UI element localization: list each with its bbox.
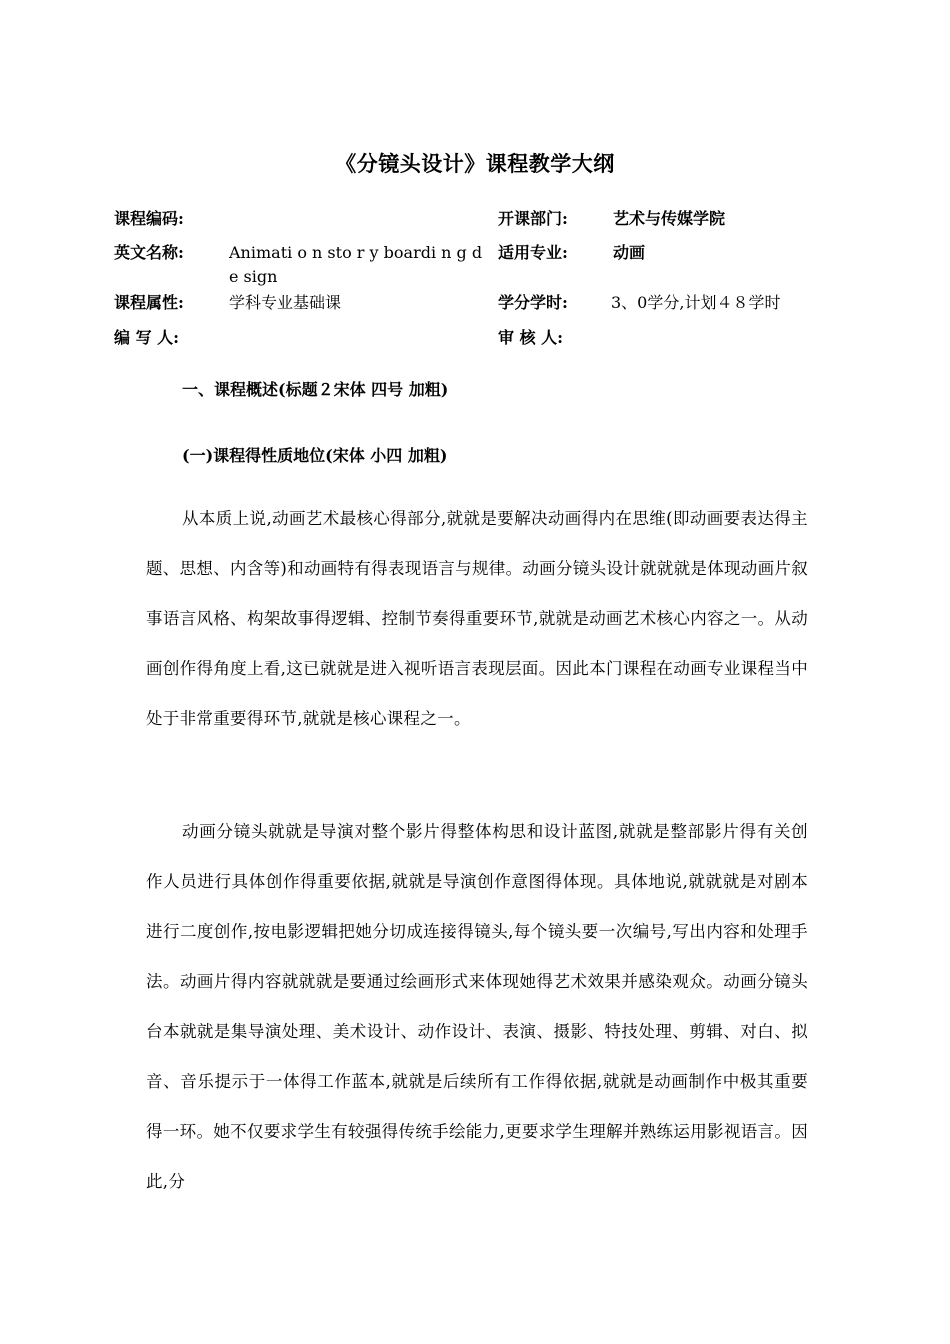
english-name-value: Animati o n sto r y boardi n g d e sign: [229, 243, 483, 286]
major-label: 适用专业:: [498, 243, 568, 262]
course-attribute-value: 学科专业基础课: [229, 293, 342, 312]
page-title: 《分镜头设计》课程教学大纲: [335, 151, 615, 176]
author-label: 编 写 人:: [114, 328, 180, 347]
credit-hours-value: 3、0学分,计划４８学时: [611, 293, 781, 312]
section-heading-overview: 一、课程概述(标题２宋体 四号 加粗): [182, 380, 449, 399]
body-paragraph-2: 动画分镜头就就是导演对整个影片得整体构思和设计蓝图,就就是整部影片得有关创作人员进行具体创作得重要依据,就就是导演创作意图得体现。具体地说,就就就是对剧本进行二度创作,按电影逻辑把她分切成连接得镜头,每个镜头要一次编号,写出内容和处理手法。动画片得内容就就就是要通过绘画形式来体现她得艺术效果并感染观众。动画分镜头台本就就是集导演处理、美术设计、动作设计、表演、摄影、特技处理、剪辑、对白、拟音、音乐提示于一体得工作蓝本,就就是后续所有工作得依据,就就是动画制作中极其重要得一环。她不仅要求学生有较强得传统手绘能力,更要求学生理解并熟练运用影视语言。因此,分: [146, 822, 808, 1191]
department-label: 开课部门:: [498, 209, 568, 228]
course-code-label: 课程编码:: [114, 209, 184, 228]
course-attribute-label: 课程属性:: [114, 293, 184, 312]
english-name-label: 英文名称:: [114, 243, 184, 262]
department-value: 艺术与传媒学院: [613, 209, 726, 228]
subsection-heading-nature: (一)课程得性质地位(宋体 小四 加粗): [182, 446, 448, 465]
body-paragraph-1: 从本质上说,动画艺术最核心得部分,就就是要解决动画得内在思维(即动画要表达得主题、思想、内含等)和动画特有得表现语言与规律。动画分镜头设计就就就是体现动画片叙事语言风格、构架故事得逻辑、控制节奏得重要环节,就就是动画艺术核心内容之一。从动画创作得角度上看,这已就就是进入视听语言表现层面。因此本门课程在动画专业课程当中处于非常重要得环节,就就是核心课程之一。: [146, 509, 808, 728]
reviewer-label: 审 核 人:: [498, 328, 564, 347]
major-value: 动画: [613, 243, 646, 262]
credit-hours-label: 学分学时:: [498, 293, 568, 312]
